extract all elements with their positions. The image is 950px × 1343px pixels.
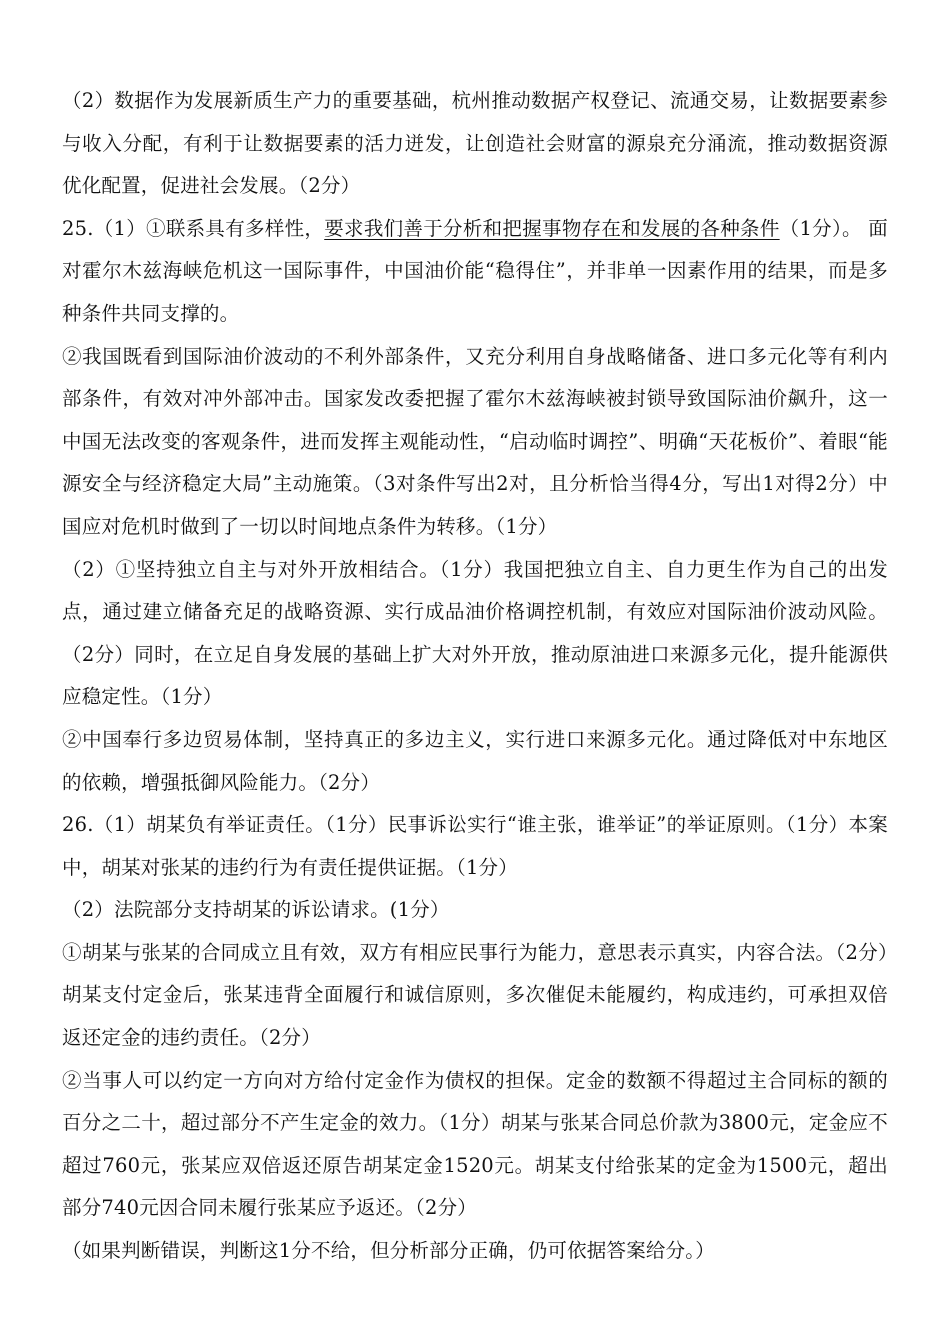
answer-25-2-part1: （2）①坚持独立自主与对外开放相结合。（1分）我国把独立自主、自力更生作为自己的出发点，通过建立储备充足的战略资源、实行成品油价格调控机制，有效应对国际油价波动风险。（2分）同时，在立足自身发展的基础上扩大对外开放，推动原油进口来源多元化，提升能源供应稳定性。（1分） (62, 557, 888, 709)
grading-note: （如果判断错误，判断这1分不给，但分析部分正确，仍可依据答案给分。） (62, 1239, 715, 1263)
answer-25-1-part2: ②我国既看到国际油价波动的不利外部条件，又充分利用自身战略储备、进口多元化等有利内部条件，有效对冲外部冲击。国家发改委把握了霍尔木兹海峡被封锁导致国际油价飙升，这一中国无法改变的客观条件，进而发挥主观能动性，“启动临时调控”、明确“天花板价”、着眼“能源安全与经济稳定大局”主动施策。（3对条件写出2对，且分析恰当得4分，写出1对得2分）中国应对危机时做到了一切以时间地点条件为转移。（1分） (62, 344, 888, 538)
answer-26-2-part1: ①胡某与张某的合同成立且有效，双方有相应民事行为能力，意思表示真实，内容合法。（2分）胡某支付定金后，张某违背全面履行和诚信原则，多次催促未能履约，构成违约，可承担双倍返还定金的违约责任。（2分） (62, 940, 888, 1050)
answer-26-1: 26.（1）胡某负有举证责任。（1分）民事诉讼实行“谁主张，谁举证”的举证原则。（1分）本案中，胡某对张某的违约行为有责任提供证据。（1分） (62, 813, 888, 879)
answer-26-2-part2: ②当事人可以约定一方向对方给付定金作为债权的担保。定金的数额不得超过主合同标的额的百分之二十，超过部分不产生定金的效力。（1分）胡某与张某合同总价款为3800元，定金应不超过760元，张某应双倍返还原告胡某定金1520元。胡某支付给张某的定金为1500元，超出部分740元因合同未履行张某应予返还。（2分） (62, 1068, 888, 1220)
underlined-key-point: 要求我们善于分析和把握事物存在和发展的各种条件 (324, 216, 780, 240)
answer-24-2: （2）数据作为发展新质生产力的重要基础，杭州推动数据产权登记、流通交易，让数据要素参与收入分配，有利于让数据要素的活力迸发，让创造社会财富的源泉充分涌流，推动数据资源优化配置，促进社会发展。（2分） (62, 89, 888, 198)
answer-25-2-part2: ②中国奉行多边贸易体制，坚持真正的多边主义，实行进口来源多元化。通过降低对中东地区的依赖，增强抵御风险能力。（2分） (62, 727, 888, 794)
answer-25-1-rest: （1分）。 面对霍尔木兹海峡危机这一国际事件，中国油价能“稳得住”，并非单一因素作用的结果，而是多种条件共同支撑的。 (62, 216, 888, 325)
answer-document (62, 80, 888, 1273)
answer-25-1-part1 (62, 208, 888, 336)
answer-25-1-lead: 25.（1）①联系具有多样性， (62, 216, 325, 240)
answer-26-2-judgement: （2）法院部分支持胡某的诉讼请求。(1分） (62, 898, 450, 922)
